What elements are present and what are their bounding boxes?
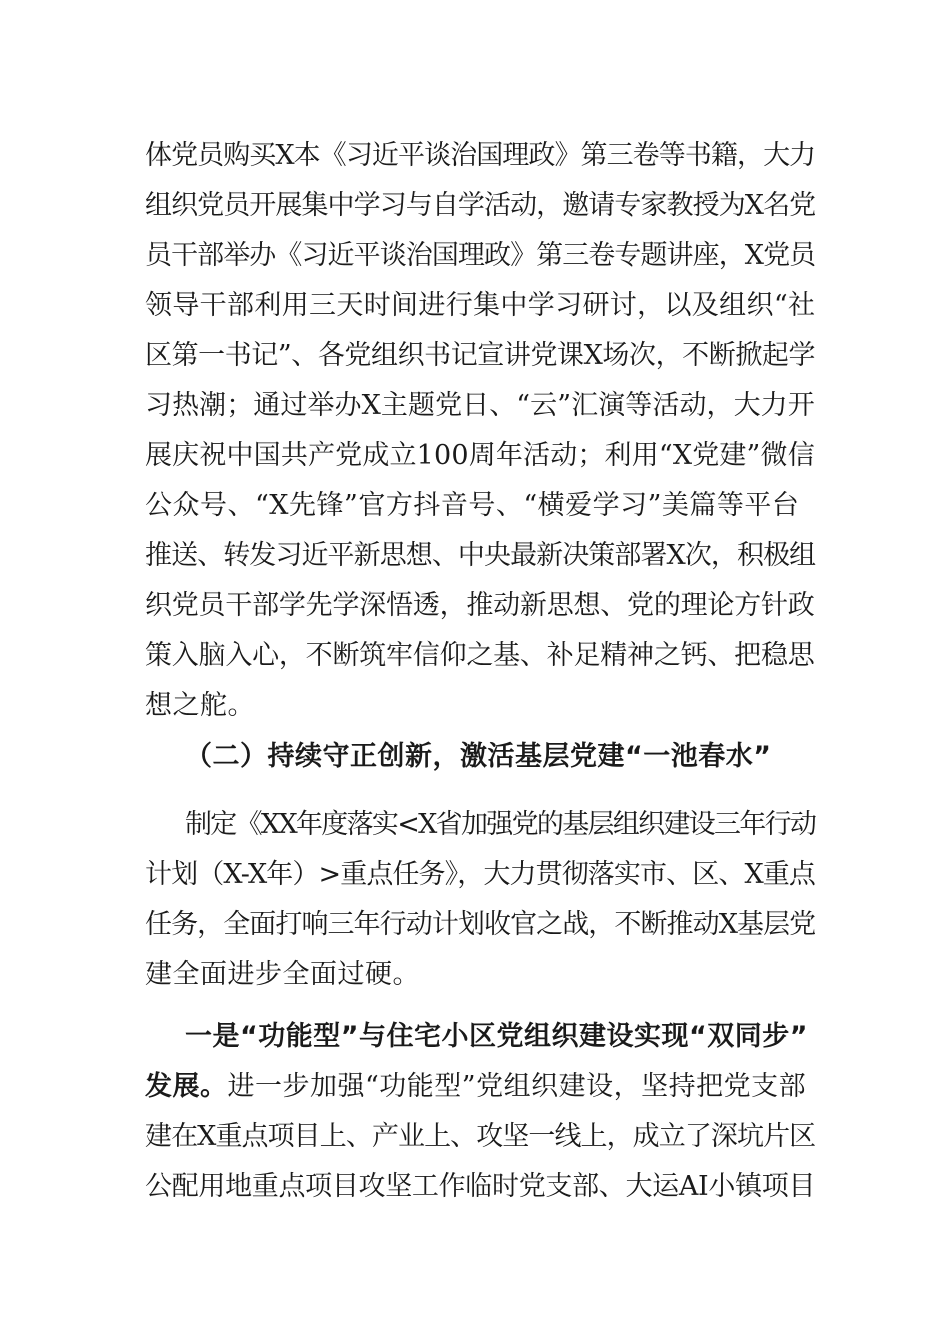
body-text-line: 展庆祝中国共产党成立100周年活动；利用“X党建”微信 [145,440,815,471]
section-heading: （二）持续守正创新，激活基层党建“一池春水” [185,741,772,772]
body-text-line: 计划（X-X年）>重点任务》，大力贯彻落实市、区、X重点 [145,859,815,890]
body-text-line: 建全面进步全面过硬。 [145,959,420,990]
body-text-line [145,1070,815,1104]
body-text-line: 制定《XX年度落实<X省加强党的基层组织建设三年行动 [185,809,816,840]
body-text-line: 想之舵。 [145,690,255,721]
body-text-line: 织党员干部学先学深悟透，推动新思想、党的理论方针政 [145,590,815,621]
body-text-line: 公配用地重点项目攻坚工作临时党支部、大运AI小镇项目 [145,1171,816,1202]
body-text-line: 建在X重点项目上、产业上、攻坚一线上，成立了深坑片区 [145,1121,816,1152]
subsection-lead-end: 发展。 [145,1071,228,1102]
body-text-line: 体党员购买X本《习近平谈治国理政》第三卷等书籍，大力 [145,140,816,171]
body-text-run: 进一步加强“功能型”党组织建设，坚持把党支部 [227,1071,807,1102]
body-text-line: 策入脑入心，不断筑牢信仰之基、补足精神之钙、把稳思 [145,640,815,671]
body-text-line: 习热潮；通过举办X主题党日、“云”汇演等活动，大力开 [145,390,815,421]
body-text-line: 组织党员开展集中学习与自学活动，邀请专家教授为X名党 [145,190,816,221]
body-text-line: 公众号、“X先锋”官方抖音号、“横爱学习”美篇等平台 [145,490,800,521]
body-text-line: 任务，全面打响三年行动计划收官之战，不断推动X基层党 [145,909,816,940]
body-text-line: 领导干部利用三天时间进行集中学习研讨，以及组织“社 [145,290,816,321]
body-text-line: 区第一书记”、各党组织书记宣讲党课X场次，不断掀起学 [145,340,816,371]
subsection-lead: 一是“功能型”与住宅小区党组织建设实现“双同步” [185,1021,808,1052]
body-text-line: 推送、转发习近平新思想、中央最新决策部署X次，积极组 [145,540,816,571]
body-text-line: 员干部举办《习近平谈治国理政》第三卷专题讲座，X党员 [145,240,816,271]
